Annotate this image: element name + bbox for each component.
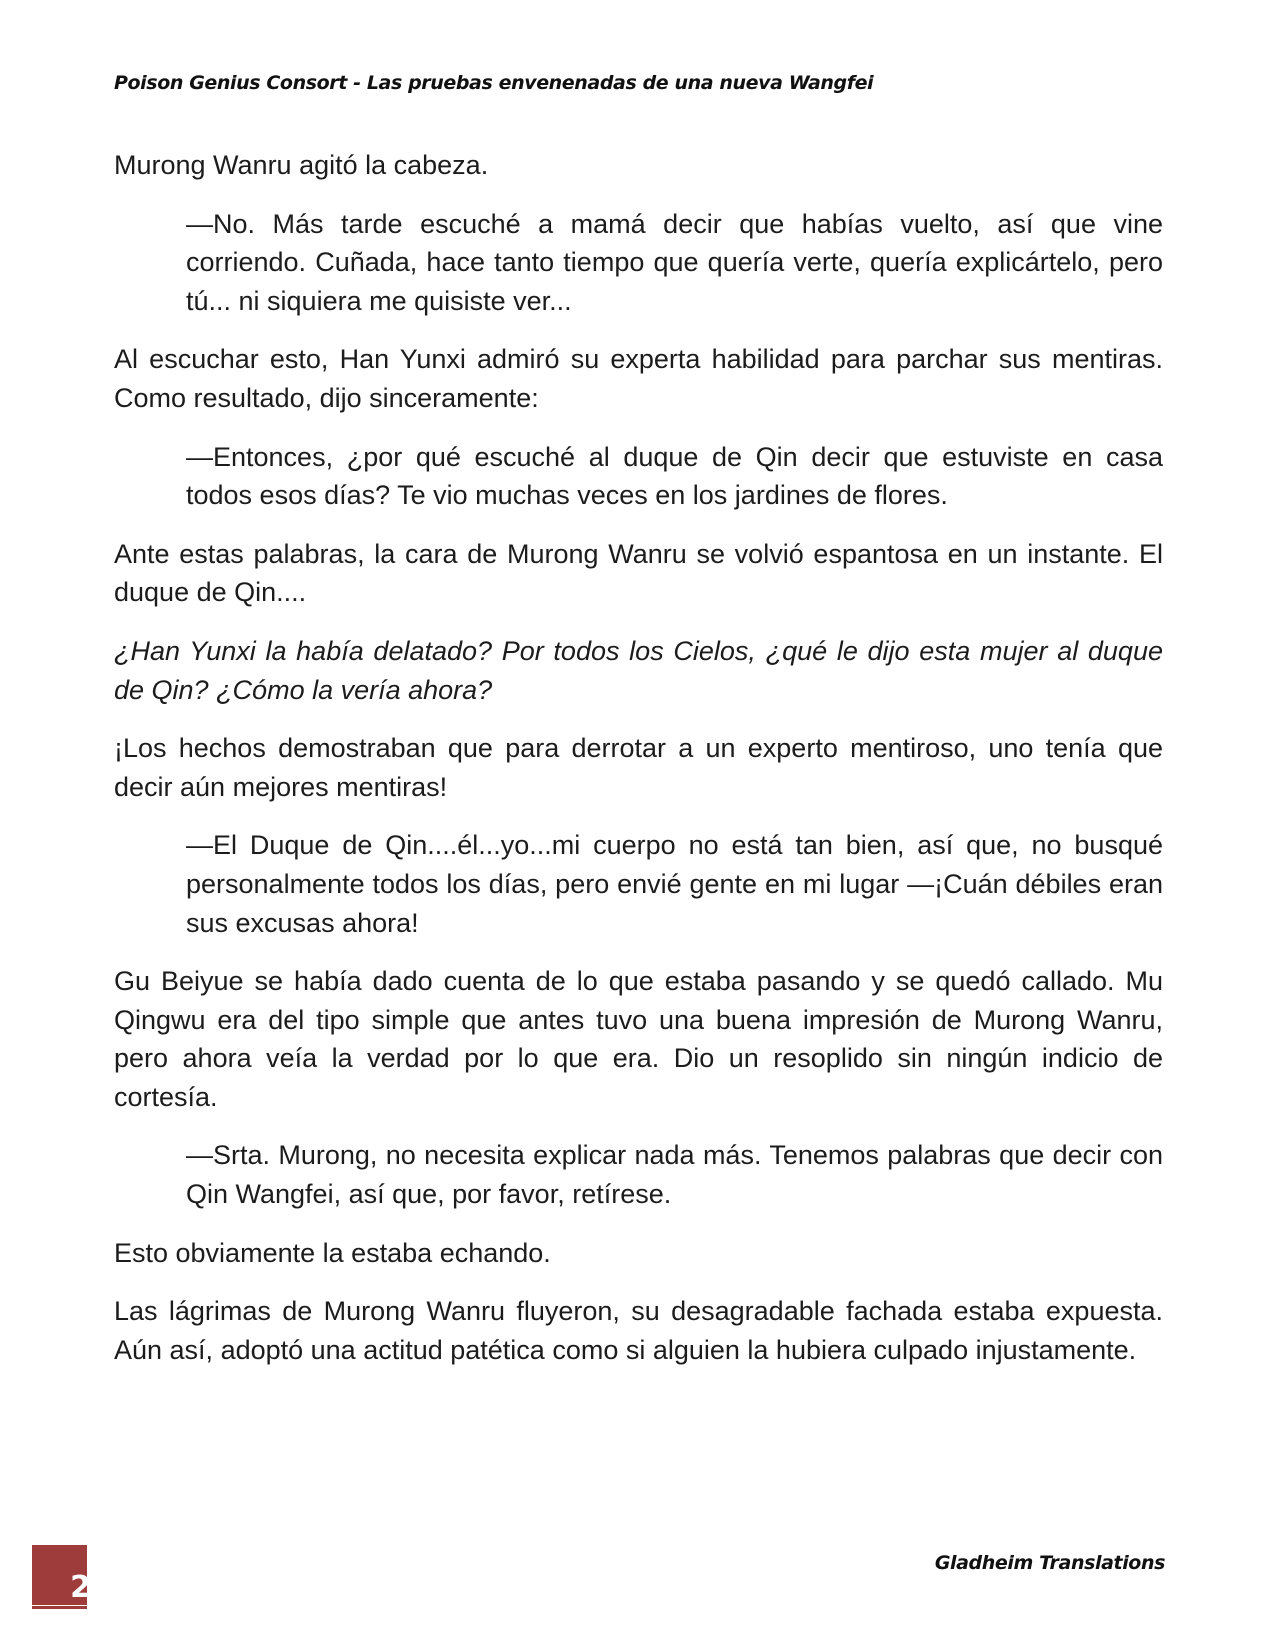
page-number-block [32,1545,91,1605]
footer-credit: Gladheim Translations [934,1552,1165,1574]
page-number-rule [32,1606,87,1609]
page-header: Poison Genius Consort - Las pruebas envenenadas de una nueva Wangfei [114,72,874,94]
paragraph: Ante estas palabras, la cara de Murong Wanru se volvió espantosa en un instante. El duque de Qin.... [114,538,1163,608]
paragraph: Gu Beiyue se había dado cuenta de lo que estaba pasando y se quedó callado. Mu Qingwu era del tipo simple que antes tuvo una buena impresión de Murong Wanru, pero ahora veía la verdad por lo que era. Dio un resoplido sin ningún indicio de cortesía. [114,966,1163,1112]
paragraph: Esto obviamente la estaba echando. [114,1237,551,1268]
paragraph: Las lágrimas de Murong Wanru fluyeron, su desagradable fachada estaba expuesta. Aún así, adoptó una actitud patética como si alguien la hubiera culpado injustamente. [114,1296,1163,1365]
page-number: 2 [70,1570,91,1605]
paragraph: ¡Los hechos demostraban que para derrotar a un experto mentiroso, uno tenía que decir aún mejores mentiras! [114,733,1163,802]
thought-paragraph: ¿Han Yunxi la había delatado? Por todos los Cielos, ¿qué le dijo esta mujer al duque de Qin? ¿Cómo la vería ahora? [114,635,1163,705]
dialogue-paragraph: —El Duque de Qin....él...yo...mi cuerpo no está tan bien, así que, no busqué personalmente todos los días, pero envié gente en mi lugar —¡Cuán débiles eran sus excusas ahora! [186,830,1163,938]
body-text [114,146,1163,1389]
dialogue-paragraph: —Entonces, ¿por qué escuché al duque de Qin decir que estuviste en casa todos esos días? Te vio muchas veces en los jardines de flores. [186,441,1163,511]
dialogue-paragraph: —Srta. Murong, no necesita explicar nada más. Tenemos palabras que decir con Qin Wangfei, así que, por favor, retírese. [186,1140,1163,1210]
paragraph: Al escuchar esto, Han Yunxi admiró su experta habilidad para parchar sus mentiras. Como resultado, dijo sinceramente: [114,344,1163,413]
dialogue-paragraph: —No. Más tarde escuché a mamá decir que habías vuelto, así que vine corriendo. Cuñada, hace tanto tiempo que quería verte, quería explicártelo, pero tú... ni siquiera me quisiste ver... [186,208,1163,316]
paragraph: Murong Wanru agitó la cabeza. [114,150,489,180]
